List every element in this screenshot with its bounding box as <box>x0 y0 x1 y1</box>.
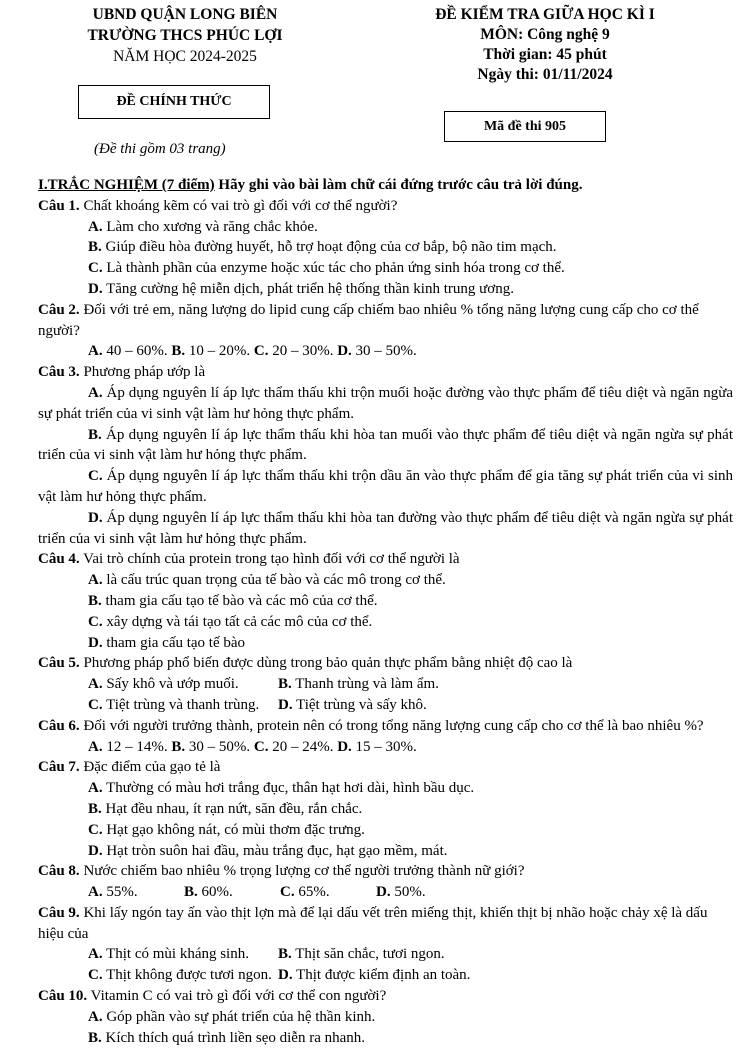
question-number: Câu 7. <box>38 759 80 776</box>
school-name: TRƯỜNG THCS PHÚC LỢI <box>87 27 283 44</box>
option-text: Thịt có mùi kháng sinh. <box>102 946 249 963</box>
answer-option <box>38 279 733 300</box>
option-text: Là thành phần của enzyme hoặc xúc tác cho phản ứng sinh hóa trong cơ thể. <box>102 260 565 277</box>
option-text: Thịt không được tươi ngon. <box>102 967 272 984</box>
answer-options-row <box>38 695 733 716</box>
answer-option <box>38 466 733 508</box>
answer-option <box>88 965 278 986</box>
option-letter: D. <box>376 884 391 901</box>
option-letter: B. <box>278 676 292 693</box>
question-block <box>38 300 733 362</box>
question-text: Đặc điểm của gạo tẻ là <box>79 759 221 776</box>
option-text: Làm cho xương và răng chắc khỏe. <box>102 218 318 235</box>
exam-date: Ngày thi: 01/11/2024 <box>477 66 613 83</box>
option-text: Hạt đều nhau, ít rạn nứt, săn đều, rắn chắc. <box>101 800 363 817</box>
answer-option <box>38 820 733 841</box>
answer-option <box>184 882 280 903</box>
question-text: Phương pháp ướp là <box>79 364 206 381</box>
district-name: UBND QUẬN LONG BIÊN <box>92 6 278 23</box>
answer-option <box>38 633 733 654</box>
option-text: 40 – 60%. <box>102 343 172 360</box>
question-text: Vai trò chính của protein trong tạo hình đối với cơ thể người là <box>79 551 460 568</box>
option-text: Thường có màu hơi trắng đục, thân hạt hơi dài, hình bầu dục. <box>102 780 475 797</box>
option-text: Kích thích quá trình liền sẹo diễn ra nhanh. <box>101 1029 366 1046</box>
option-letter: B. <box>171 343 186 360</box>
question-stem <box>38 903 733 945</box>
option-letter: C. <box>88 260 103 277</box>
option-text: Hạt gạo không nát, có mùi thơm đặc trưng. <box>102 821 365 838</box>
option-letter: A. <box>88 1008 103 1025</box>
answer-option <box>278 695 427 716</box>
question-stem <box>38 549 733 570</box>
option-letter: B. <box>88 239 102 256</box>
option-text: 10 – 20%. <box>185 343 254 360</box>
answer-option <box>278 965 470 986</box>
question-block <box>38 196 733 300</box>
answer-option <box>278 674 439 695</box>
question-block <box>38 986 733 1048</box>
answer-option <box>38 1007 733 1028</box>
option-letter: B. <box>278 946 292 963</box>
option-text: Thanh trùng và làm ẩm. <box>291 676 439 693</box>
option-letter: C. <box>88 696 103 713</box>
official-exam-box: ĐỀ CHÍNH THỨC <box>78 85 270 119</box>
question-block <box>38 362 733 549</box>
question-text: Phương pháp phổ biến được dùng trong bảo quản thực phẩm bằng nhiệt độ cao là <box>79 655 573 672</box>
option-text: Áp dụng nguyên lí áp lực thẩm thấu khi hòa tan đường vào thực phẩm để tiêu diệt và ngăn ngừa sự phát triển của vi sinh vật làm hư hỏng thực phẩm. <box>38 509 733 547</box>
option-text: Thịt được kiểm định an toàn. <box>292 967 471 984</box>
option-letter: B. <box>88 1029 102 1046</box>
option-text: Tăng cường hệ miễn dịch, phát triển hệ thống thần kinh trung ương. <box>102 280 514 297</box>
option-letter: A. <box>88 946 103 963</box>
answer-options-row <box>38 944 733 965</box>
option-letter: A. <box>88 218 103 235</box>
option-text: 12 – 14%. <box>102 738 172 755</box>
question-number: Câu 1. <box>38 197 80 214</box>
question-number: Câu 9. <box>38 904 80 921</box>
option-letter: A. <box>88 676 103 693</box>
answer-option <box>38 258 733 279</box>
option-text: 30 – 50%. <box>351 343 417 360</box>
question-block <box>38 549 733 653</box>
school-year: NĂM HỌC 2024-2025 <box>113 48 257 65</box>
option-text: 30 – 50%. <box>185 738 254 755</box>
question-text: Khi lấy ngón tay ấn vào thịt lợn mà để lại dấu vết trên miếng thịt, khiến thịt bị nhão hoặc chảy xệ là dấu hiệu của <box>38 904 708 942</box>
answer-options-row <box>38 674 733 695</box>
option-text: 60%. <box>197 884 233 901</box>
option-letter: A. <box>88 343 103 360</box>
answer-option <box>38 217 733 238</box>
option-text: Sấy khô và ướp muối. <box>102 676 239 693</box>
option-letter: C. <box>88 821 103 838</box>
answer-option <box>38 612 733 633</box>
answer-option <box>376 882 426 903</box>
option-text: 20 – 24%. <box>268 738 338 755</box>
question-block <box>38 903 733 986</box>
option-text: 50%. <box>390 884 426 901</box>
option-text: Tiệt trùng và thanh trùng. <box>102 696 260 713</box>
question-stem <box>38 986 733 1007</box>
exam-subject: MÔN: Công nghệ 9 <box>480 26 610 43</box>
answer-option <box>38 425 733 467</box>
answer-options-inline <box>38 882 733 903</box>
option-letter: D. <box>88 842 103 859</box>
answer-option <box>278 944 445 965</box>
school-header <box>40 4 330 67</box>
option-letter: A. <box>88 384 103 401</box>
option-letter: C. <box>253 738 269 755</box>
answer-option <box>88 944 278 965</box>
option-text: xây dựng và tái tạo tất cả các mô của cơ thể. <box>102 613 373 630</box>
question-number: Câu 2. <box>38 301 80 318</box>
section-heading <box>38 175 733 196</box>
question-text: Chất khoáng kẽm có vai trò gì đối với cơ thể người? <box>79 197 398 214</box>
option-letter: B. <box>88 592 102 609</box>
option-text: Góp phần vào sự phát triển của hệ thần kinh. <box>102 1008 376 1025</box>
option-text: Hạt tròn suôn hai đầu, màu trắng đục, hạt gạo mềm, mát. <box>102 842 448 859</box>
option-text: Áp dụng nguyên lí áp lực thẩm thấu khi trộn muối hoặc đường vào thực phẩm để tiêu diệt và ngăn ngừa sự phát triển của vi sinh vật làm hư hỏng thực phẩm. <box>38 384 733 422</box>
option-text: Tiệt trùng và sấy khô. <box>292 696 427 713</box>
answer-option <box>38 237 733 258</box>
answer-option <box>88 882 184 903</box>
question-block <box>38 861 733 903</box>
question-block <box>38 757 733 861</box>
option-text: Áp dụng nguyên lí áp lực thẩm thấu khi hòa tan muối vào thực phẩm để tiêu diệt và ngăn ngừa sự phát triển của vi sinh vật làm hư hỏng thực phẩm. <box>38 426 733 464</box>
option-letter: D. <box>337 738 352 755</box>
question-text: Đối với người trưởng thành, protein nên có trong tổng năng lượng cung cấp cho cơ thể là bao nhiêu %? <box>79 717 704 734</box>
option-letter: B. <box>184 884 198 901</box>
question-number: Câu 6. <box>38 717 80 734</box>
option-text: tham gia cấu tạo tế bào và các mô của cơ thể. <box>101 592 378 609</box>
exam-time: Thời gian: 45 phút <box>483 46 607 63</box>
exam-code-box: Mã đề thi 905 <box>444 111 606 142</box>
option-letter: C. <box>88 613 103 630</box>
answer-option <box>38 1028 733 1048</box>
question-number: Câu 5. <box>38 655 80 672</box>
option-letter: D. <box>88 634 103 651</box>
answer-option <box>38 778 733 799</box>
option-text: Giúp điều hòa đường huyết, hỗ trợ hoạt động của cơ bắp, bộ não tim mạch. <box>101 239 557 256</box>
option-text: tham gia cấu tạo tế bào <box>102 634 246 651</box>
option-letter: B. <box>88 426 102 443</box>
exam-title: ĐỀ KIỂM TRA GIỮA HỌC KÌ I <box>435 6 655 23</box>
answer-options-inline <box>38 737 733 758</box>
question-stem <box>38 716 733 737</box>
option-text: Áp dụng nguyên lí áp lực thẩm thấu khi trộn dầu ăn vào thực phẩm để gia tăng sự phát triển của vi sinh vật làm hư hỏng thực phẩm. <box>38 468 733 505</box>
question-stem <box>38 196 733 217</box>
option-letter: D. <box>278 967 293 984</box>
option-text: 55%. <box>102 884 138 901</box>
option-letter: A. <box>88 572 103 589</box>
option-text: 15 – 30%. <box>351 738 417 755</box>
question-text: Nước chiếm bao nhiêu % trọng lượng cơ thể người trưởng thành nữ giới? <box>79 863 525 880</box>
question-text: Vitamin C có vai trò gì đối với cơ thể con người? <box>87 988 387 1005</box>
option-letter: C. <box>88 967 103 984</box>
question-number: Câu 8. <box>38 863 80 880</box>
option-text: 20 – 30%. <box>268 343 338 360</box>
question-stem <box>38 653 733 674</box>
option-letter: A. <box>88 738 103 755</box>
question-text: Đối với trẻ em, năng lượng do lipid cung cấp chiếm bao nhiêu % tổng năng lượng cung cấp cho cơ thể người? <box>38 301 699 339</box>
question-stem <box>38 861 733 882</box>
option-text: Thịt săn chắc, tươi ngon. <box>291 946 445 963</box>
question-number: Câu 3. <box>38 364 80 381</box>
question-number: Câu 10. <box>38 988 88 1005</box>
option-text: là cấu trúc quan trọng của tế bào và các mô trong cơ thể. <box>102 572 446 589</box>
answer-option <box>38 591 733 612</box>
option-letter: D. <box>88 280 103 297</box>
section-instruction: Hãy ghi vào bài làm chữ cái đứng trước câu trả lời đúng. <box>214 177 583 193</box>
option-text: 65%. <box>294 884 330 901</box>
answer-option <box>38 799 733 820</box>
answer-option <box>88 695 278 716</box>
answer-option <box>38 841 733 862</box>
answer-option <box>38 570 733 591</box>
option-letter: B. <box>88 800 102 817</box>
answer-option <box>38 508 733 550</box>
question-list <box>38 196 733 1048</box>
question-stem <box>38 362 733 383</box>
exam-body <box>38 175 733 1048</box>
option-letter: C. <box>280 884 295 901</box>
question-number: Câu 4. <box>38 551 80 568</box>
option-letter: D. <box>88 509 103 526</box>
pages-note: (Đề thi gồm 03 trang) <box>94 141 226 157</box>
section-label: I.TRẮC NGHIỆM (7 điểm) <box>38 177 215 193</box>
answer-option <box>88 674 278 695</box>
answer-option <box>280 882 376 903</box>
option-letter: C. <box>88 468 103 485</box>
answer-options-row <box>38 965 733 986</box>
question-stem <box>38 757 733 778</box>
option-letter: B. <box>171 738 186 755</box>
exam-header <box>380 4 710 85</box>
answer-option <box>38 383 733 425</box>
question-block <box>38 716 733 758</box>
option-letter: A. <box>88 884 103 901</box>
option-letter: C. <box>253 343 269 360</box>
answer-options-inline <box>38 341 733 362</box>
option-letter: A. <box>88 780 103 797</box>
question-block <box>38 653 733 715</box>
question-stem <box>38 300 733 342</box>
option-letter: D. <box>337 343 352 360</box>
option-letter: D. <box>278 696 293 713</box>
